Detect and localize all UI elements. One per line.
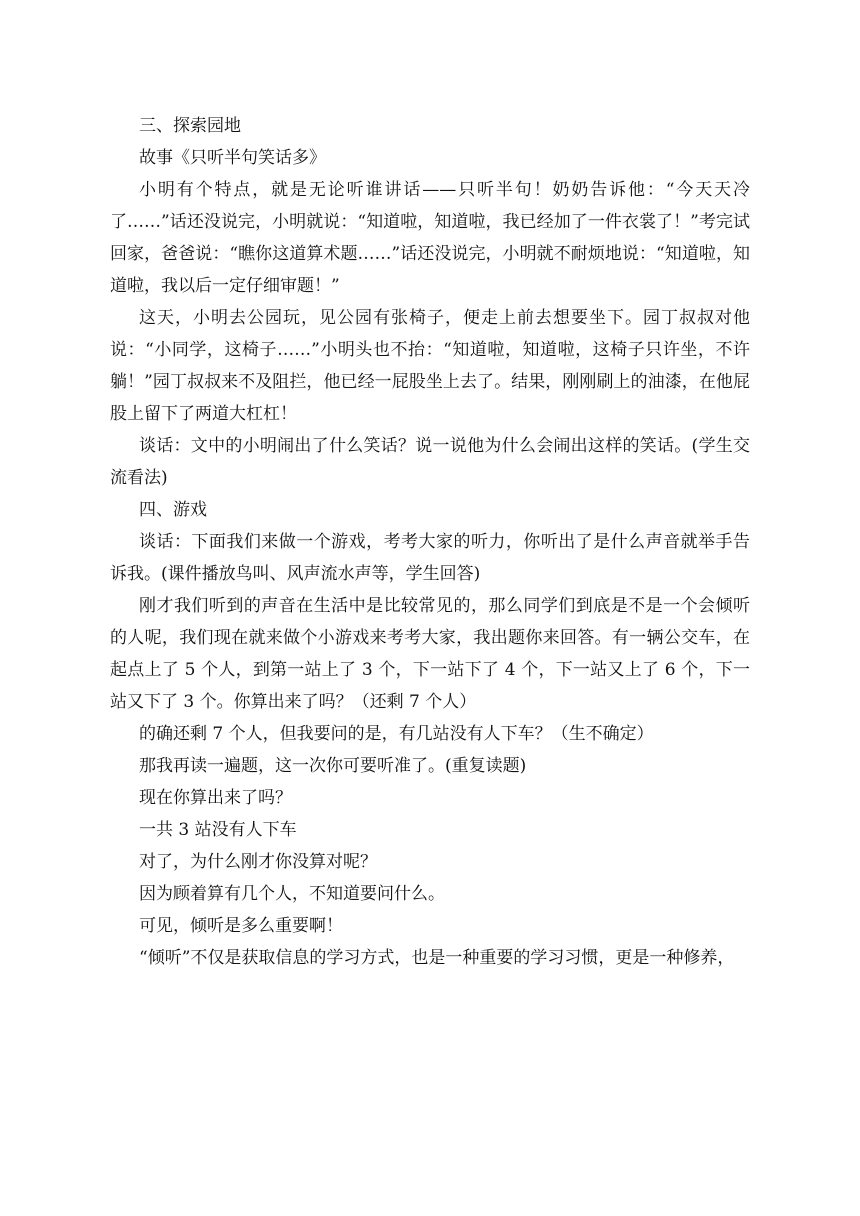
reason-line: 因为顾着算有几个人，不知道要问什么。 [139,884,445,904]
game-intro-paragraph: 谈话：下面我们来做一个游戏，考考大家的听力，你听出了是什么声音就举手告诉我。(课件播放鸟叫、风声流水声等，学生回答) [110,532,750,584]
check-question: 现在你算出来了吗？ [139,788,292,808]
story-paragraph-1: 小明有个特点，就是无论听谁讲话——只听半句！奶奶告诉他：“今天天冷了……”话还没说完，小明就说：“知道啦，知道啦，我已经加了一件衣裳了！”考完试回家，爸爸说：“瞧你这道算术题……”话还没说完，小明就不耐烦地说：“知道啦，知道啦，我以后一定仔细审题！” [110,180,750,296]
answer-line: 一共 3 站没有人下车 [139,820,297,840]
section-heading-game: 四、游戏 [139,500,207,520]
listening-paragraph: “倾听”不仅是获取信息的学习方式，也是一种重要的学习习惯，更是一种修养， [139,948,735,968]
bus-problem-paragraph: 刚才我们听到的声音在生活中是比较常见的，那么同学们到底是不是一个会倾听的人呢，我们现在就来做个小游戏来考考大家，我出题你来回答。有一辆公交车，在起点上了 5 个人，到第一站上了 3 个，下一站下了 4 个，下一站又上了 6 个，下一站又下了 3 个。你算出来了吗？（还剩 7 个人） [110,596,750,712]
discussion-paragraph: 谈话：文中的小明闹出了什么笑话？说一说他为什么会闹出这样的笑话。(学生交流看法) [110,436,750,488]
conclusion-line: 可见，倾听是多么重要啊！ [139,916,343,936]
story-paragraph-2: 这天，小明去公园玩，见公园有张椅子，便走上前去想要坐下。园丁叔叔对他说：“小同学，这椅子……”小明头也不抬：“知道啦，知道啦，这椅子只许坐，不许躺！”园丁叔叔来不及阻拦，他已经一屁股坐上去了。结果，刚刚刷上的油漆，在他屁股上留下了两道大杠杠！ [110,308,750,424]
document-body [110,110,750,974]
story-title: 故事《只听半句笑话多》 [139,148,326,168]
section-heading-explore: 三、探索园地 [139,116,241,136]
reread-instruction: 那我再读一遍题，这一次你可要听准了。(重复读题) [139,756,527,776]
why-question: 对了，为什么刚才你没算对呢？ [139,852,377,872]
follow-up-question: 的确还剩 7 个人，但我要问的是，有几站没有人下车？（生不确定） [139,724,654,744]
